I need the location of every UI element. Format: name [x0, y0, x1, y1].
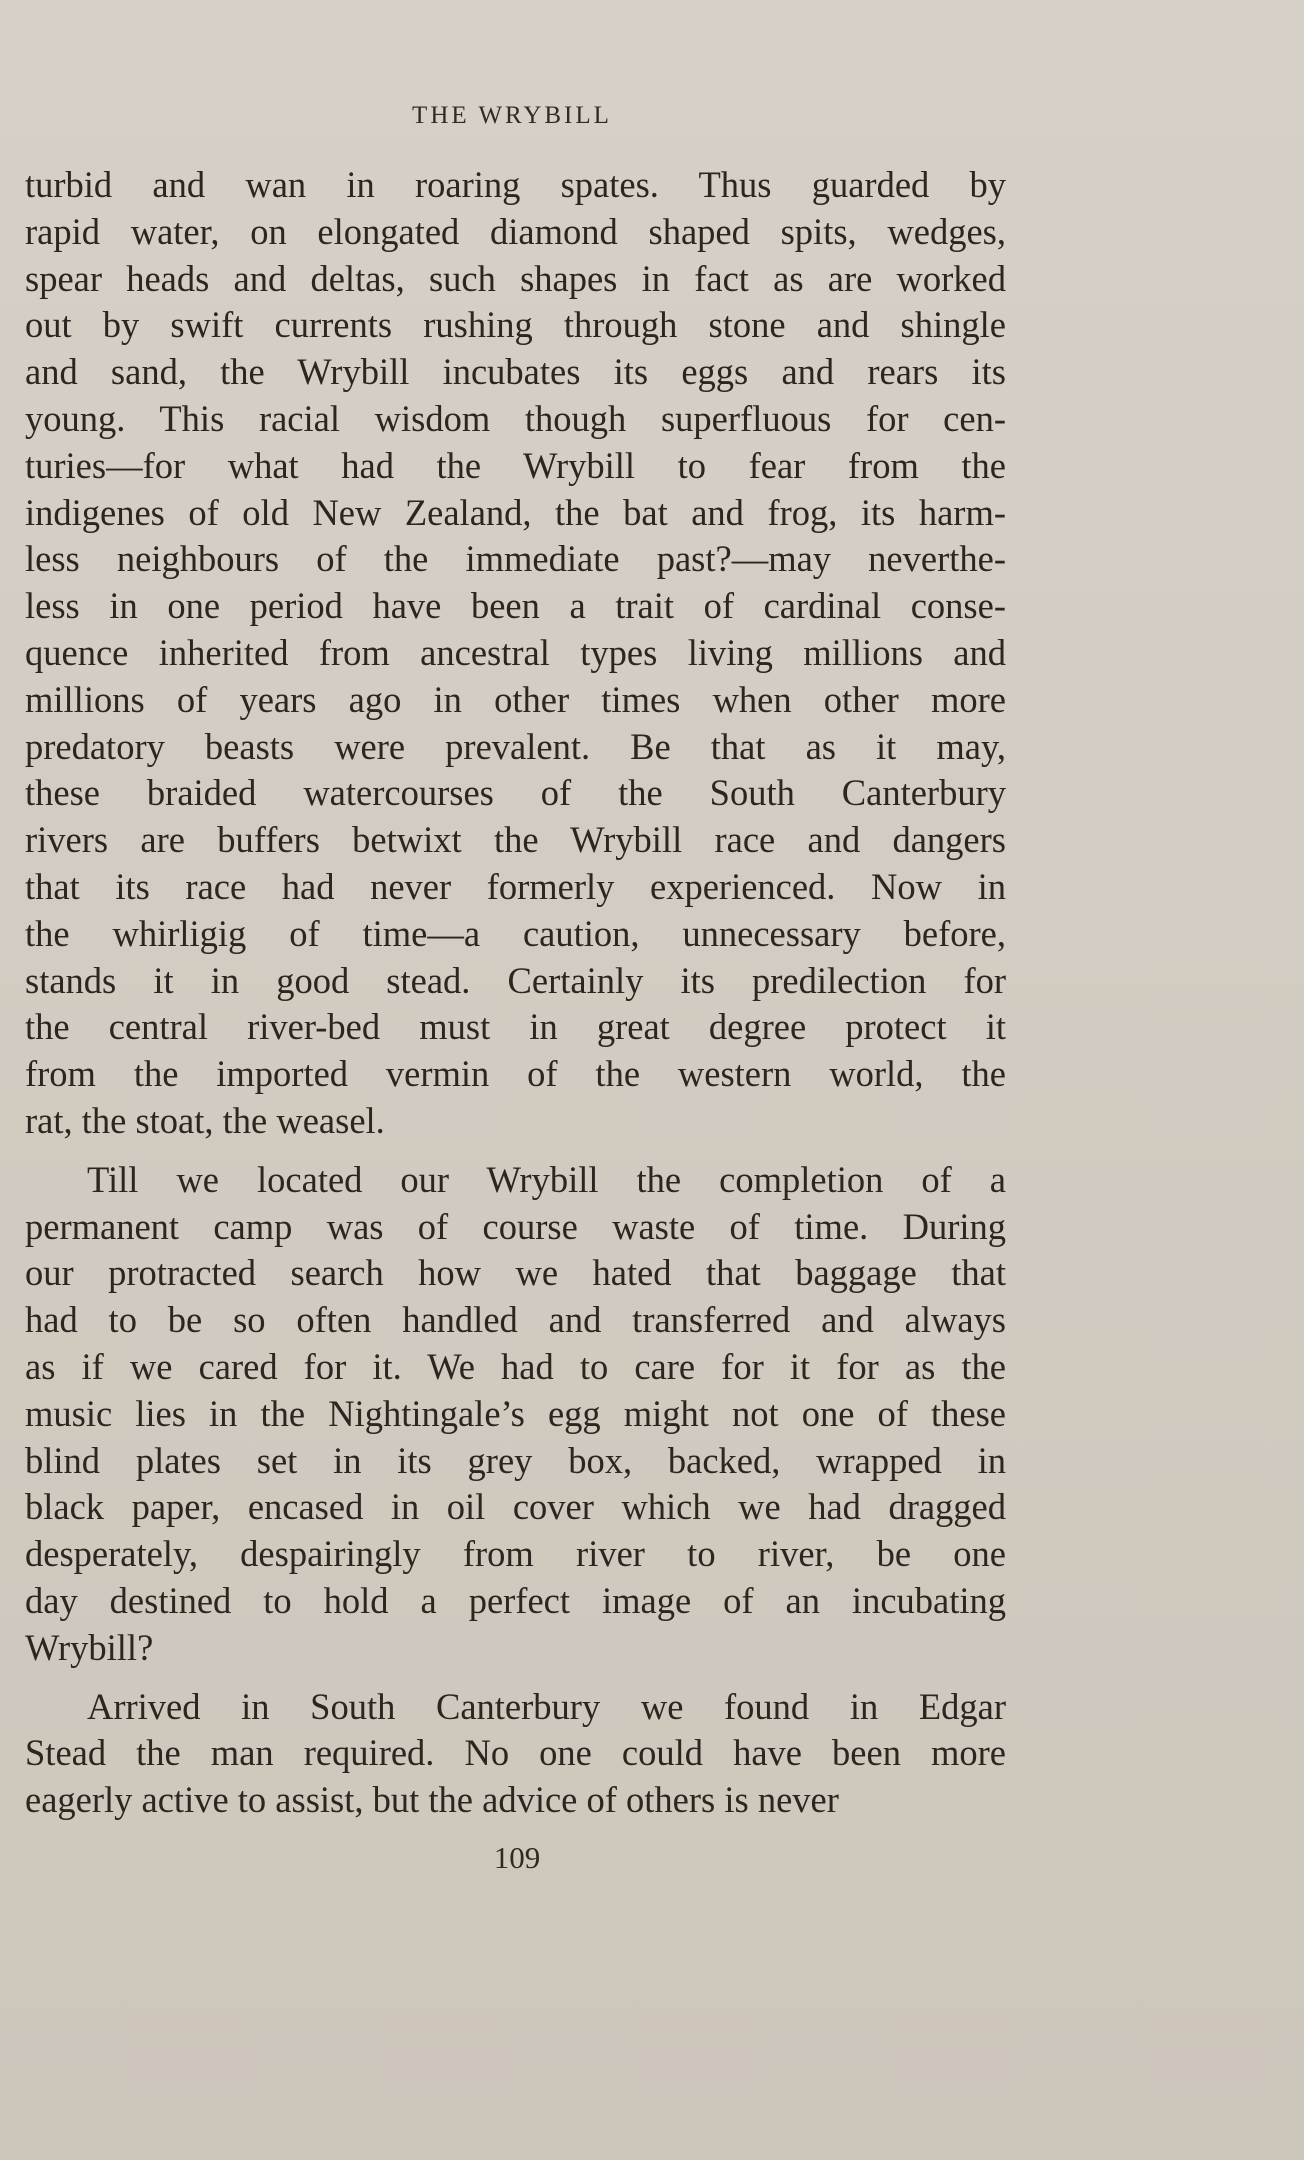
text-line: had to be so often handled and transferred and always [25, 1299, 1006, 1341]
text-line: day destined to hold a perfect image of an incubating [25, 1579, 1006, 1621]
text-line: rat, the stoat, the weasel. [25, 1099, 385, 1141]
text-line: turbid and wan in roaring spates. Thus guarded by [25, 164, 1006, 205]
text-line: out by swift currents rushing through stone and shingle [25, 304, 1006, 346]
text-line: predatory beasts were prevalent. Be that as it may, [25, 725, 1006, 767]
text-line: Wrybill? [25, 1626, 154, 1668]
text-line: desperately, despairingly from river to river, be one [25, 1533, 1006, 1575]
text-line: blind plates set in its grey box, backed, wrapped in [25, 1439, 1006, 1481]
text-line: young. This racial wisdom though superfluous for cen- [25, 397, 1006, 439]
text-line: indigenes of old New Zealand, the bat and frog, its harm- [25, 491, 1006, 533]
text-line: Till we located our Wrybill the completion of a [87, 1158, 1006, 1200]
text-line: less neighbours of the immediate past?—may neverthe- [25, 538, 1006, 580]
text-line: eagerly active to assist, but the advice of others is never [25, 1779, 839, 1821]
text-line: as if we cared for it. We had to care for it for as the [25, 1345, 1006, 1387]
paragraph-1 [25, 162, 1006, 1145]
body-text [25, 162, 1006, 1824]
text-line: rapid water, on elongated diamond shaped spits, wedges, [25, 210, 1006, 252]
text-line: these braided watercourses of the South Canterbury [25, 772, 1006, 814]
text-line: stands it in good stead. Certainly its predilection for [25, 959, 1006, 1001]
text-line: turies—for what had the Wrybill to fear from the [25, 444, 1006, 486]
text-line: the central river-bed must in great degree protect it [25, 1006, 1006, 1048]
text-line: music lies in the Nightingale’s egg might not one of these [25, 1392, 1006, 1434]
running-head: THE WRYBILL [412, 102, 612, 129]
text-line: our protracted search how we hated that baggage that [25, 1252, 1006, 1294]
text-line: less in one period have been a trait of cardinal conse- [25, 585, 1006, 627]
text-line: spear heads and deltas, such shapes in fact as are worked [25, 257, 1006, 299]
text-line: from the imported vermin of the western world, the [25, 1053, 1006, 1095]
page-number: 109 [493, 1840, 541, 1875]
text-line: black paper, encased in oil cover which we had dragged [25, 1486, 1006, 1528]
text-line: and sand, the Wrybill incubates its eggs and rears its [25, 351, 1006, 393]
text-line: permanent camp was of course waste of time. During [25, 1205, 1006, 1247]
text-line: Stead the man required. No one could have been more [25, 1732, 1006, 1774]
text-line: quence inherited from ancestral types living millions and [25, 631, 1006, 673]
text-line: Arrived in South Canterbury we found in Edgar [87, 1685, 1006, 1727]
paragraph-3 [25, 1684, 1006, 1824]
text-line: rivers are buffers betwixt the Wrybill race and dangers [25, 819, 1006, 861]
text-line: that its race had never formerly experienced. Now in [25, 865, 1006, 907]
paragraph-2 [25, 1157, 1006, 1672]
text-line: millions of years ago in other times when other more [25, 678, 1006, 720]
text-line: the whirligig of time—a caution, unnecessary before, [25, 912, 1006, 954]
